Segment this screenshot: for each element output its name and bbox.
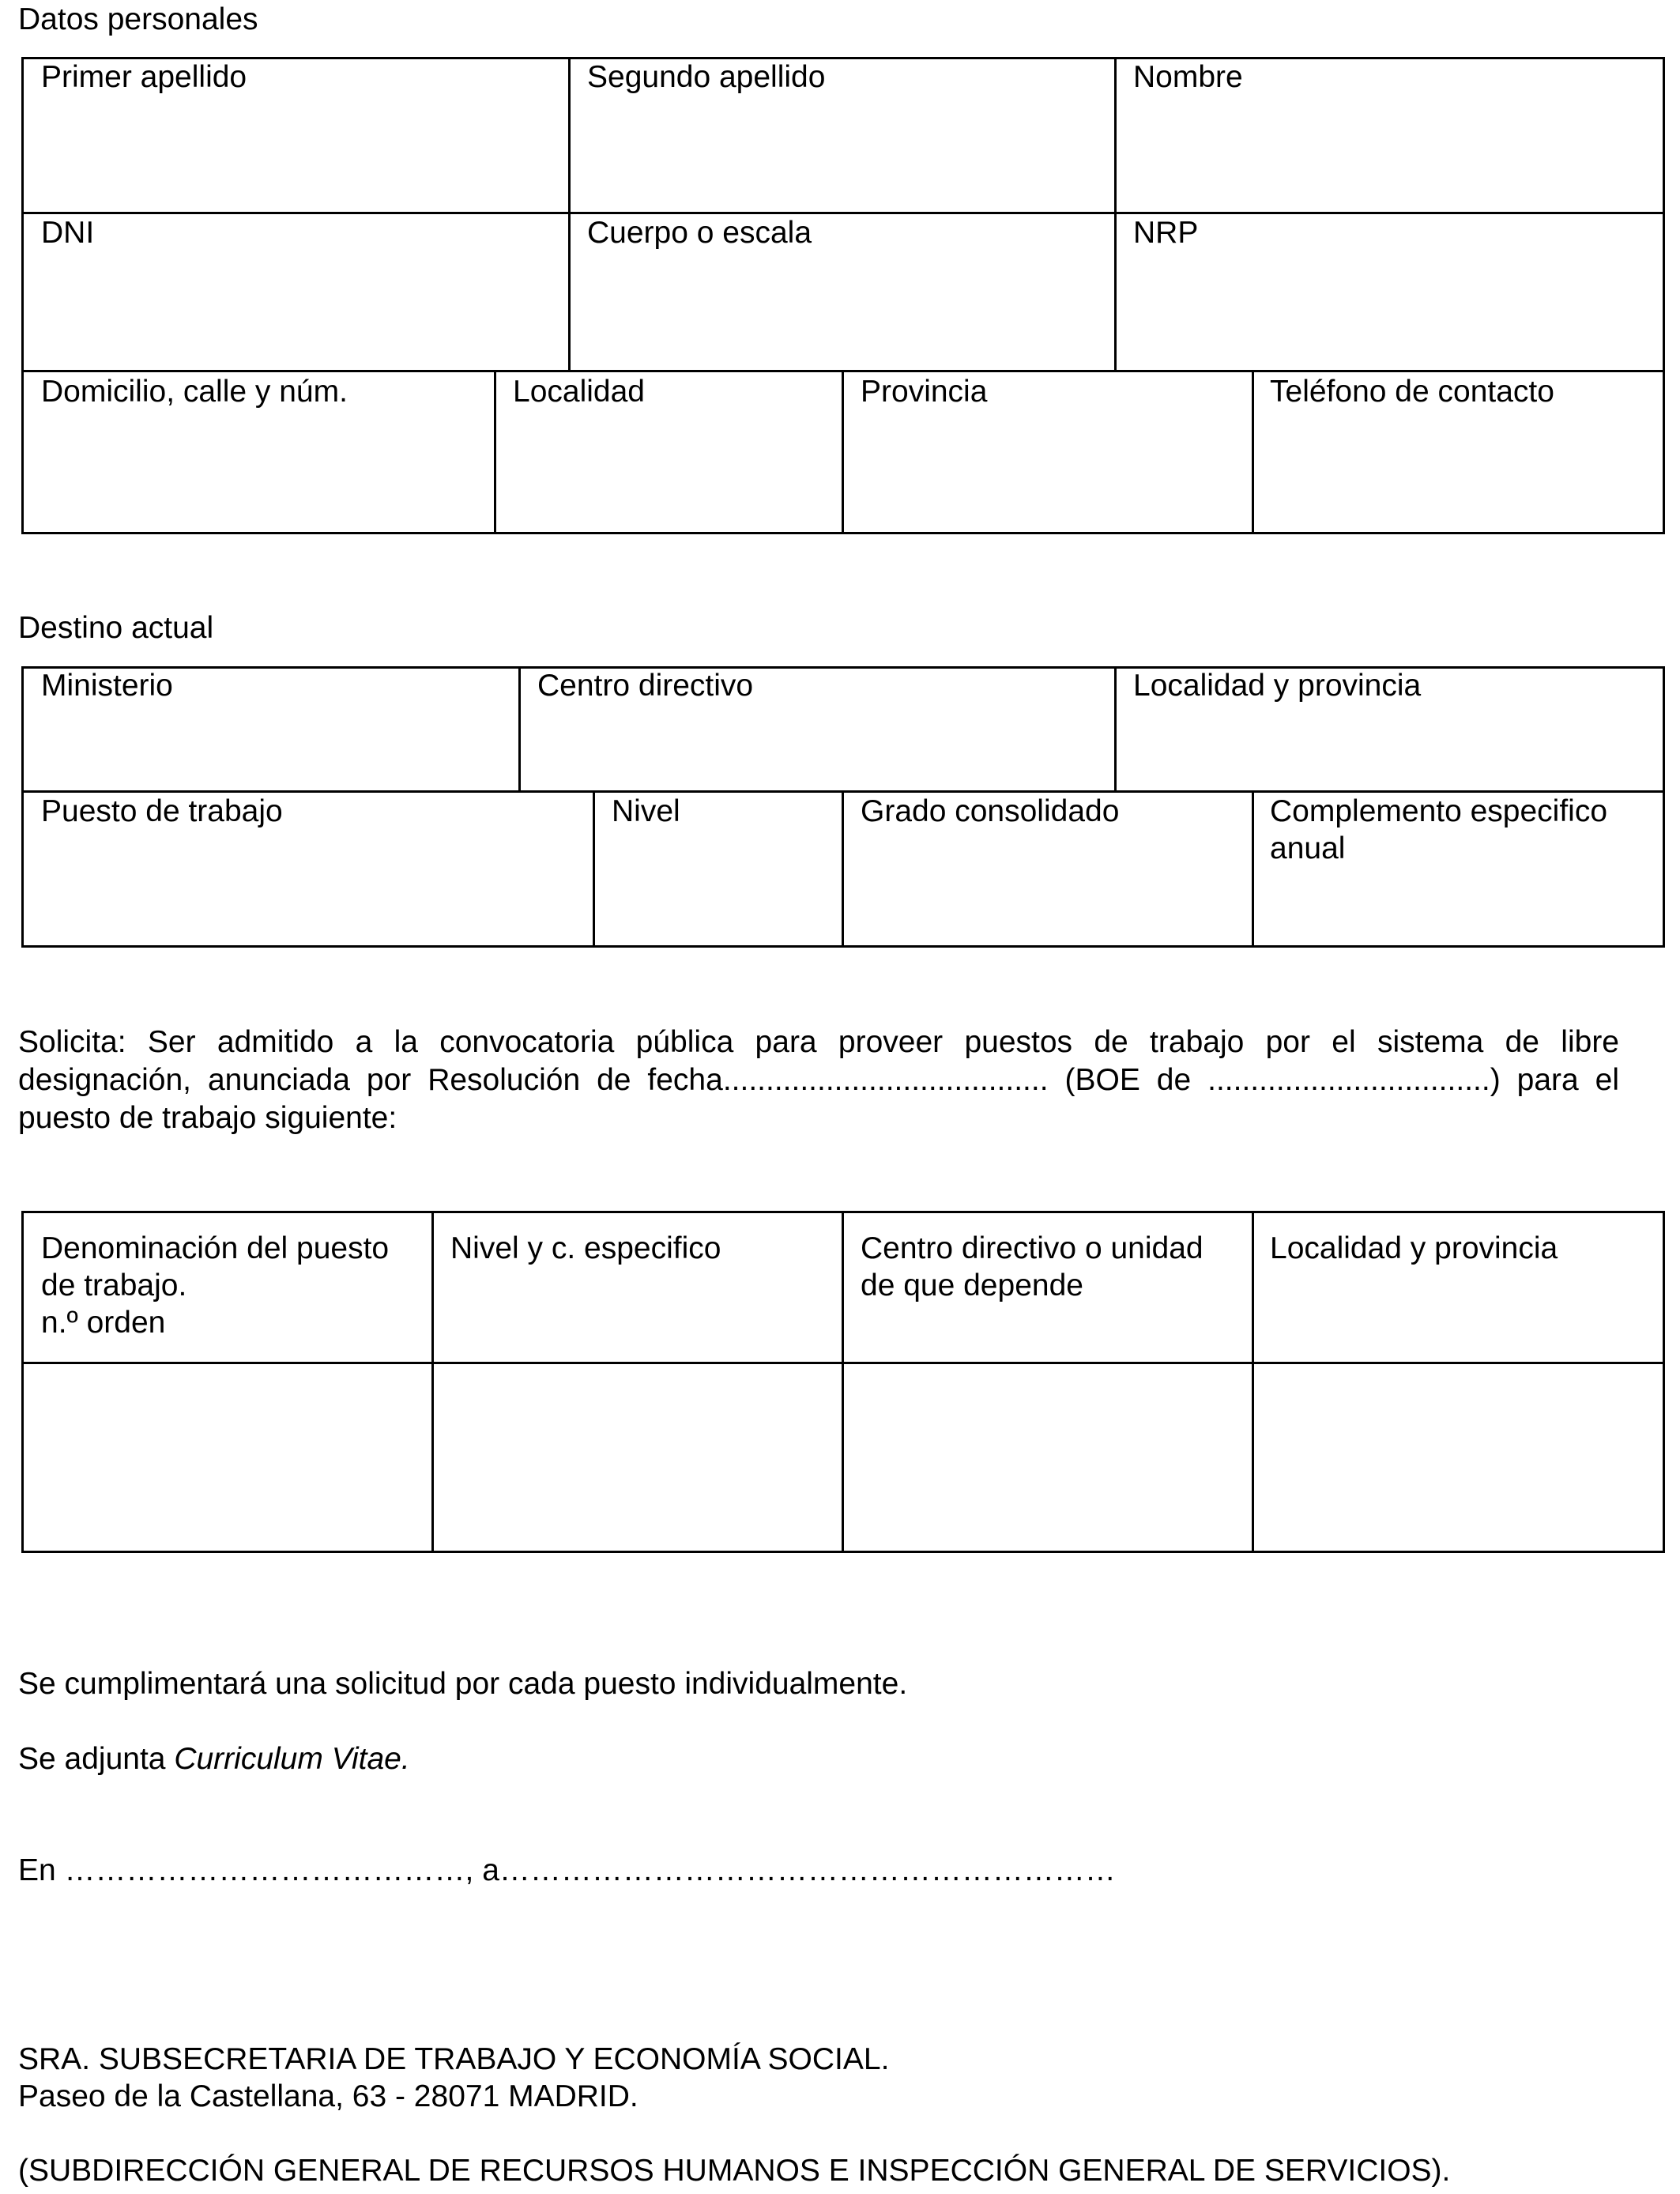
- primer-apellido-label: Primer apellido: [41, 60, 247, 94]
- adjunta-prefix: Se adjunta: [18, 1742, 175, 1776]
- complemento-label-line1: Complemento especifico: [1270, 794, 1608, 828]
- nrp-label: NRP: [1133, 216, 1199, 250]
- denominacion-label-line2: de trabajo.: [41, 1269, 187, 1302]
- nivel-label: Nivel: [612, 794, 680, 828]
- grado-consolidado-label: Grado consolidado: [861, 794, 1120, 828]
- section-title-destino-actual: Destino actual: [18, 611, 214, 645]
- puesto-trabajo-label: Puesto de trabajo: [41, 794, 283, 828]
- localidad-label: Localidad: [513, 375, 645, 409]
- ministerio-label: Ministerio: [41, 669, 173, 703]
- centro-unidad-label-line1: Centro directivo o unidad: [861, 1231, 1203, 1265]
- adjunta-cv: Curriculum Vitae.: [174, 1742, 410, 1776]
- solicita-line-3: puesto de trabajo siguiente:: [18, 1101, 397, 1135]
- denominacion-field[interactable]: [24, 1364, 431, 1551]
- address-line-2: Paseo de la Castellana, 63 - 28071 MADRID.: [18, 2079, 638, 2113]
- section-title-datos-personales: Datos personales: [18, 2, 258, 36]
- nombre-label: Nombre: [1133, 60, 1243, 94]
- dni-label: DNI: [41, 216, 95, 250]
- complemento-label-line2: anual: [1270, 831, 1346, 865]
- adjunta-note: [18, 1741, 410, 1777]
- cumplimentara-note: Se cumplimentará una solicitud por cada puesto individualmente.: [18, 1667, 908, 1701]
- centro-unidad-label-line2: de que depende: [861, 1269, 1083, 1302]
- nivel-especifico-label: Nivel y c. especifico: [450, 1231, 721, 1265]
- address-line-3: (SUBDIRECCIÓN GENERAL DE RECURSOS HUMANOS E INSPECCIÓN GENERAL DE SERVICIOS).: [18, 2154, 1451, 2188]
- centro-unidad-field[interactable]: [844, 1364, 1252, 1551]
- puesto-localidad-field[interactable]: [1254, 1364, 1663, 1551]
- denominacion-label-line1: Denominación del puesto: [41, 1231, 390, 1265]
- solicita-line-2: designación, anunciada por Resolución de fecha...................................... (BOE de .................................) para el: [18, 1063, 1619, 1097]
- solicita-line-1: Solicita: Ser admitido a la convocatoria pública para proveer puestos de trabajo por el sistema de libre: [18, 1025, 1619, 1059]
- cuerpo-escala-label: Cuerpo o escala: [587, 216, 812, 250]
- centro-directivo-label: Centro directivo: [537, 669, 754, 703]
- puesto-localidad-label: Localidad y provincia: [1270, 1231, 1558, 1265]
- denominacion-label-line3: n.º orden: [41, 1306, 166, 1340]
- domicilio-label: Domicilio, calle y núm.: [41, 375, 348, 409]
- localidad-provincia-label: Localidad y provincia: [1133, 669, 1422, 703]
- address-line-1: SRA. SUBSECRETARIA DE TRABAJO Y ECONOMÍA SOCIAL.: [18, 2042, 890, 2076]
- lugar-fecha-line[interactable]: En …………………………………, a……………………………………………………: [18, 1853, 1116, 1887]
- provincia-label: Provincia: [861, 375, 988, 409]
- table-border: [1663, 1211, 1665, 1553]
- segundo-apellido-label: Segundo apellido: [587, 60, 826, 94]
- nivel-especifico-field[interactable]: [434, 1364, 842, 1551]
- telefono-label: Teléfono de contacto: [1270, 375, 1554, 409]
